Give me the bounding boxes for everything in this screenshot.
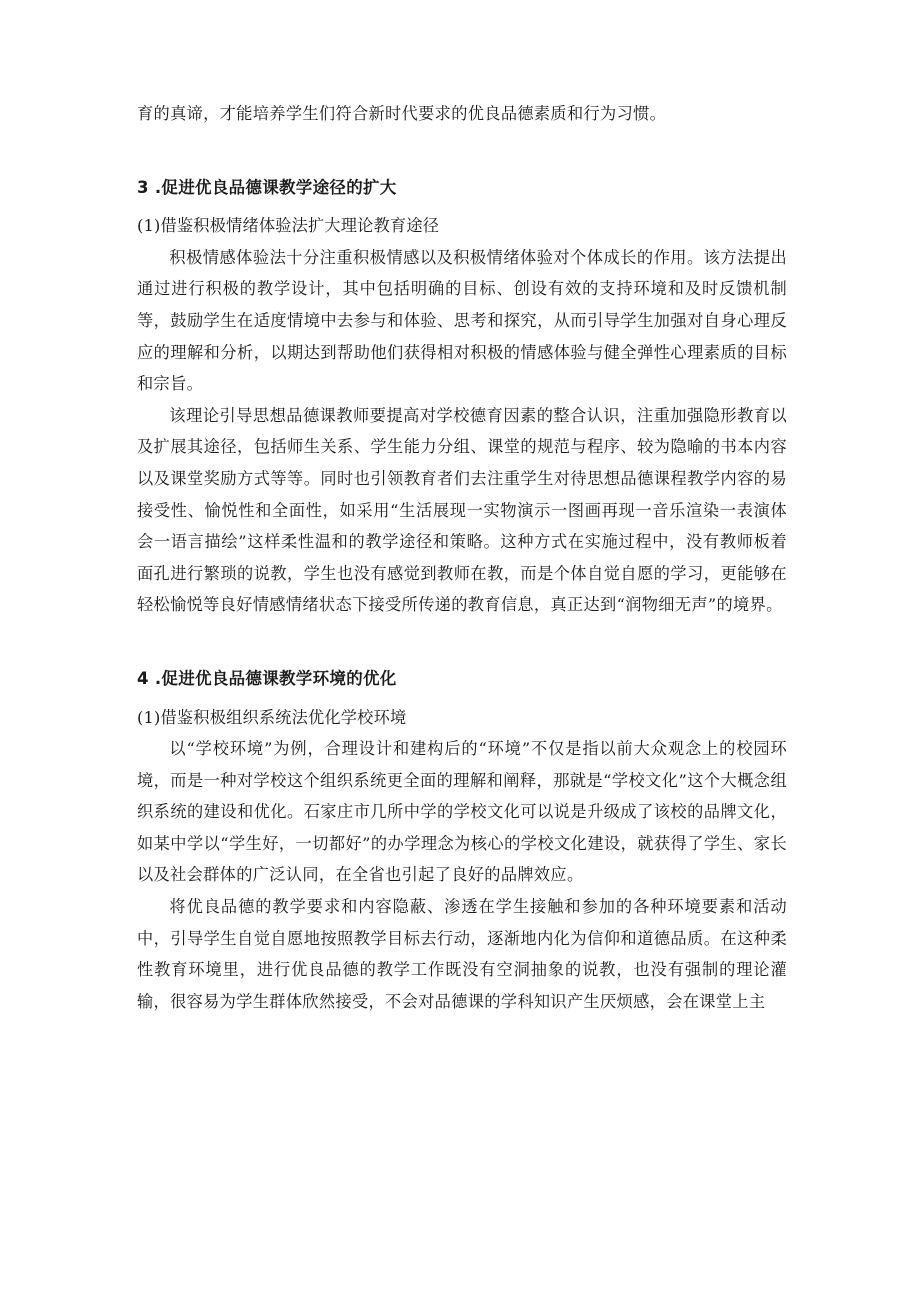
section-4-paragraph-2: 将优良品德的教学要求和内容隐蔽、渗透在学生接触和参加的各种环境要素和活动中，引导学生自觉自愿地按照教学目标去行动，逐渐地内化为信仰和道德品质。在这种柔性教育环境里，进行优良品德的教学工作既没有空洞抽象的说教，也没有强制的理论灌输，很容易为学生群体欣然接受，不会对品德课的学科知识产生厌烦感，会在课堂上主 xyxy=(137,897,787,1011)
section-3-heading: 3 .促进优良品德课教学途径的扩大 xyxy=(137,177,397,197)
spacer xyxy=(137,695,787,702)
section-3-paragraph-2: 该理论引导思想品德课教师要提高对学校德育因素的整合认识，注重加强隐形教育以及扩展其途径，包括师生关系、学生能力分组、课堂的规范与程序、较为隐喻的书本内容以及课堂奖励方式等等。同时也引领教育者们去注重学生对待思想品德课程教学内容的易接受性、愉悦性和全面性，如采用“生活展现一实物演示一图画再现一音乐渲染一表演体会一语言描绘”这样柔性温和的教学途径和策略。这种方式在实施过程中，没有教师板着面孔进行繁琐的说教，学生也没有感觉到教师在教，而是个体自觉自愿的学习，更能够在轻松愉悦等良好情感情绪状态下接受所传递的教育信息，真正达到“润物细无声”的境界。 xyxy=(137,405,787,615)
section-4-paragraph-1: 以“学校环境”为例，合理设计和建构后的“环境”不仅是指以前大众观念上的校园环境，而是一种对学校这个组织系统更全面的理解和阐释，那就是“学校文化”这个大概念组织系统的建设和优化。石家庄市几所中学的学校文化可以说是升级成了该校的品牌文化，如某中学以“学生好，一切都好”的办学理念为核心的学校文化建设，就获得了学生、家长以及社会群体的广泛认同，在全省也引起了良好的品牌效应。 xyxy=(137,739,787,885)
document-page xyxy=(137,98,787,1017)
section-3-paragraph-1: 积极情感体验法十分注重积极情感以及积极情绪体验对个体成长的作用。该方法提出通过进行积极的教学设计，其中包括明确的目标、创设有效的支持环境和及时反馈机制等，鼓励学生在适度情境中去参与和体验、思考和探究，从而引导学生加强对自身心理反应的理解和分析，以期达到帮助他们获得相对积极的情感体验与健全弹性心理素质的目标和宗旨。 xyxy=(137,247,787,394)
section-4-heading: 4 .促进优良品德课教学环境的优化 xyxy=(137,668,397,688)
spacer xyxy=(137,203,787,210)
spacer xyxy=(137,130,787,172)
section-4-subheading: (1)借鉴积极组织系统法优化学校环境 xyxy=(137,707,407,727)
section-3-subheading: (1)借鉴积极情绪体验法扩大理论教育途径 xyxy=(137,216,440,236)
spacer xyxy=(137,621,787,663)
continuation-paragraph: 育的真谛，才能培养学生们符合新时代要求的优良品德素质和行为习惯。 xyxy=(137,104,667,123)
